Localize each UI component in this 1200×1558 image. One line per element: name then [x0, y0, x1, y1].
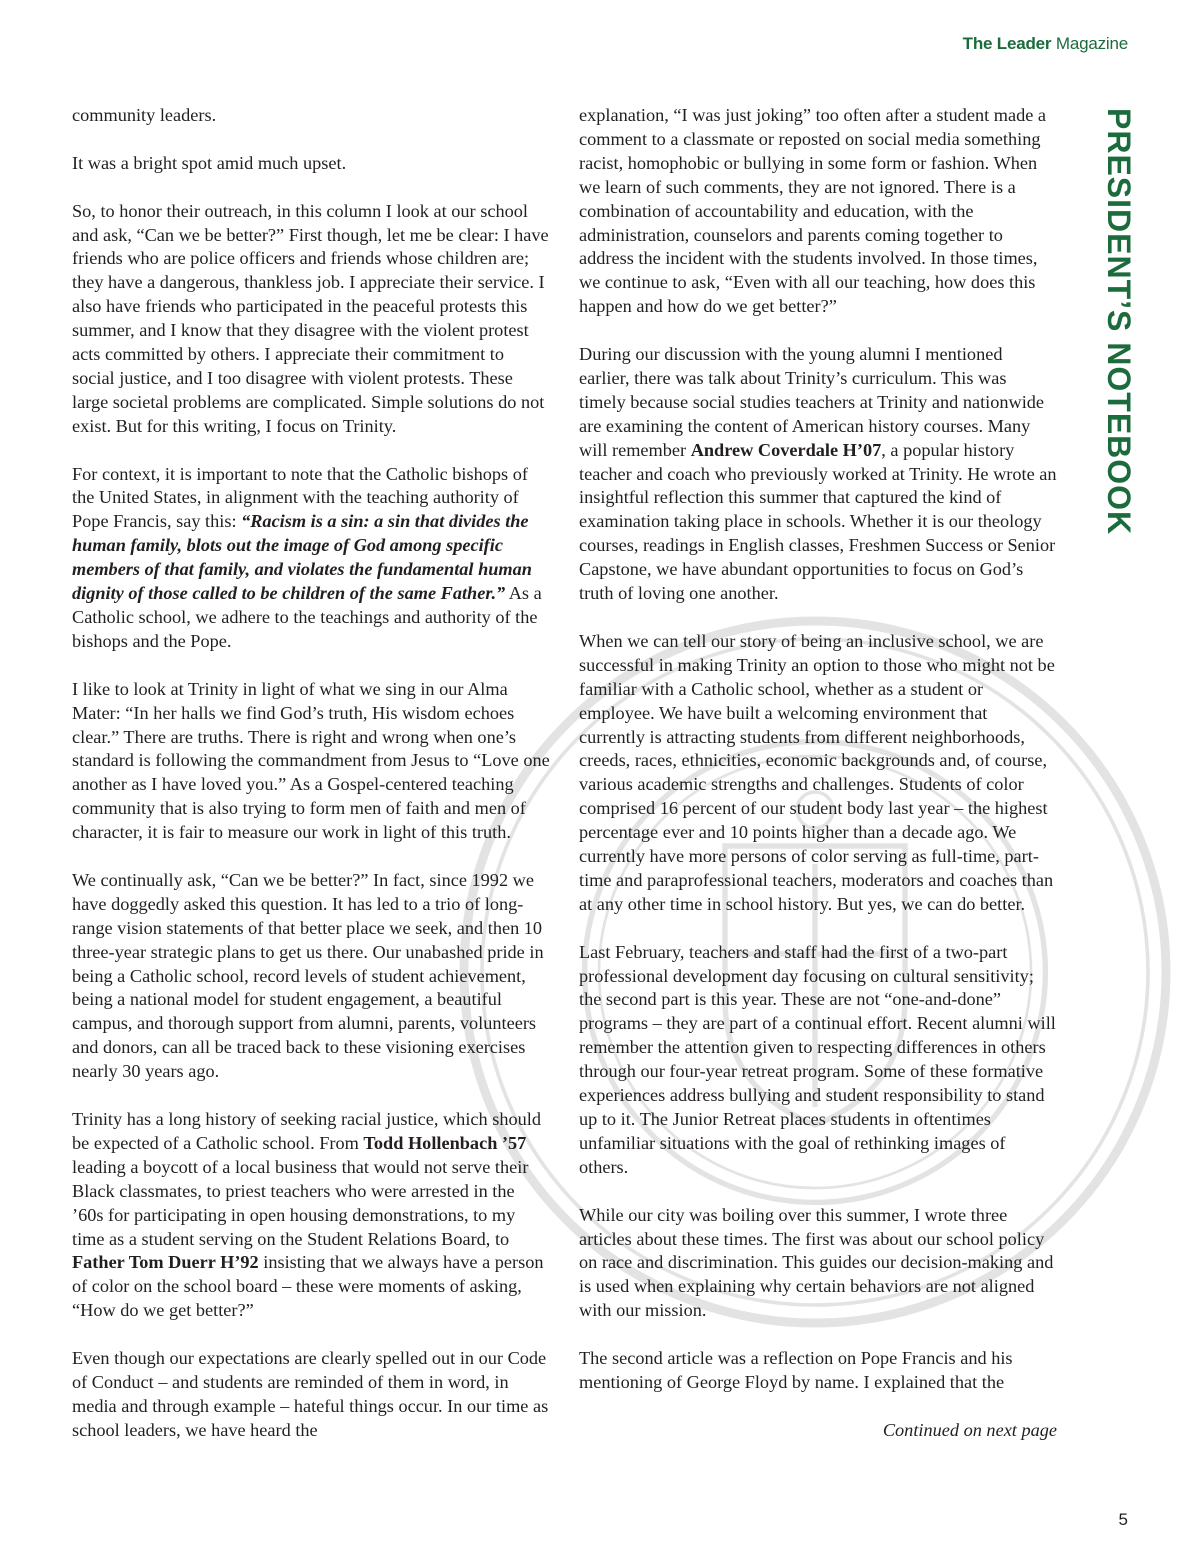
paragraph: We continually ask, “Can we be better?” In fact, since 1992 we have doggedly asked this question. It has led to a trio of long-range vision statements of that better place we seek, and then 10 three-year strategic plans to get us there. Our unabashed pride in being a Catholic school, record levels of student achievement, being a national model for student engagement, a beautiful campus, and thorough support from alumni, parents, volunteers and donors, can all be traced back to these visioning exercises nearly 30 years ago. — [72, 869, 544, 1082]
right-column — [579, 104, 1057, 1443]
paragraph: I like to look at Trinity in light of what we sing in our Alma Mater: “In her halls we find God’s truth, His wisdom echoes clear.” There are truths. There is right and wrong when one’s standard is following the commandment from Jesus to “Love one another as I have loved you.” As a Gospel-centered teaching community that is also trying to form men of faith and men of character, it is fair to measure our work in light of this truth. — [72, 678, 550, 843]
page-number: 5 — [1118, 1510, 1128, 1529]
paragraph: The second article was a reflection on Pope Francis and his mentioning of George Floyd by name. I explained that the — [579, 1348, 1013, 1392]
paragraph-text: leading a boycott of a local business that would not serve their Black classmates, to priest teachers who were arrested in the ’60s for participating in open housing demonstrations, to my time as a student serving on the Student Relations Board, to — [72, 1156, 529, 1249]
magazine-header — [963, 34, 1128, 54]
alumnus-name: Todd Hollenbach ’57 — [363, 1132, 527, 1153]
curriculum-paragraph — [579, 343, 1057, 606]
paragraph: community leaders. — [72, 105, 217, 125]
paragraph-text: During our discussion with the young alumni I mentioned earlier, there was talk about Trinity’s curriculum. This was timely because social studies teachers at Trinity and nationwide are examining the content of American history courses. Many will remember — [579, 344, 1045, 460]
bishops-quote: “Racism is a sin: a sin that divides the human family, blots out the image of God among specific members of that family, and violates the fundamental human dignity of those called to be children of the same Father.” — [72, 511, 532, 604]
paragraph-text: , a popular history teacher and coach who previously worked at Trinity. He wrote an insightful reflection this summer that captured the kind of examination taking place in schools. Whether it is our theology courses, readings in English classes, Freshmen Success or Senior Capstone, we have abundant opportunities to focus on God’s truth of loving one another. — [579, 439, 1057, 604]
paragraph-text: insisting that we always have a person of color on the school board – these were moments of asking, “How do we get better?” — [72, 1252, 544, 1321]
paragraph: explanation, “I was just joking” too often after a student made a comment to a classmate or reposted on social media something racist, homophobic or bullying in some form or fashion. When we learn of such comments, they are not ignored. There is a combination of accountability and education, with the administration, counselors and parents coming together to address the incident with the students involved. In those times, we continue to ask, “Even with all our teaching, how does this happen and how do we get better?” — [579, 105, 1047, 317]
alumnus-name: Father Tom Duerr H’92 — [72, 1252, 259, 1273]
magazine-brand: The Leader — [962, 34, 1052, 53]
paragraph: When we can tell our story of being an inclusive school, we are successful in making Trinity an option to those who might not be familiar with a Catholic school, whether as a student or employee. We have built a welcoming environment that currently is attracting students from different neighborhoods, creeds, races, ethnicities, economic backgrounds and, of course, various academic strengths and challenges. Students of color comprised 16 percent of our student body last year – the highest percentage ever and 10 points higher than a decade ago. We currently have more persons of color serving as full-time, part-time and paraprofessional teachers, moderators and coaches than at any other time in school history. But yes, we can do better. — [579, 630, 1055, 914]
paragraph: Even though our expectations are clearly spelled out in our Code of Conduct – and students are reminded of them in word, in media and through example – hateful things occur. In our time as school leaders, we have heard the — [72, 1348, 549, 1440]
continued-link[interactable]: Continued on next page — [882, 1419, 1057, 1440]
magazine-label: Magazine — [1055, 34, 1128, 53]
alumnus-name: Andrew Coverdale H’07 — [690, 439, 882, 460]
left-column — [72, 104, 550, 1443]
paragraph: It was a bright spot amid much upset. — [72, 152, 347, 173]
paragraph: So, to honor their outreach, in this column I look at our school and ask, “Can we be better?” First though, let me be clear: I have friends who are police officers and friends whose children are; they have a dangerous, thankless job. I appreciate their service. I also have friends who participated in the peaceful protests this summer, and I know that they disagree with the violent protest acts committed by others. I appreciate their commitment to social justice, and I too disagree with violent protests. These large societal problems are complicated. Simple solutions do not exist. But for this writing, I focus on Trinity. — [72, 200, 549, 436]
paragraph-text: As a Catholic school, we adhere to the teachings and authority of the bishops and the Pope. — [72, 583, 542, 651]
paragraph: While our city was boiling over this summer, I wrote three articles about these times. The first was about our school policy on race and discrimination. This guides our decision-making and is used when explaining why certain behaviors are not aligned with our mission. — [579, 1204, 1054, 1321]
section-title: PRESIDENT’S NOTEBOOK — [1101, 108, 1137, 536]
paragraph-text: Trinity has a long history of seeking racial justice, which should be expected of a Catholic school. From — [72, 1108, 541, 1153]
bishops-paragraph — [72, 463, 550, 654]
paragraph: Last February, teachers and staff had the first of a two-part professional development day focusing on cultural sensitivity; the second part is this year. These are not “one-and-done” programs – they are part of a continual effort. Recent alumni will remember the attention given to respecting differences in others through our four-year retreat program. Some of these formative experiences address bullying and student responsibility to stand up to it. The Junior Retreat places students in oftentimes unfamiliar situations with the goal of rethinking images of others. — [579, 941, 1056, 1177]
paragraph-text: For context, it is important to note that the Catholic bishops of the United States, in alignment with the teaching authority of Pope Francis, say this: — [72, 463, 528, 532]
racial-justice-paragraph — [72, 1108, 550, 1323]
